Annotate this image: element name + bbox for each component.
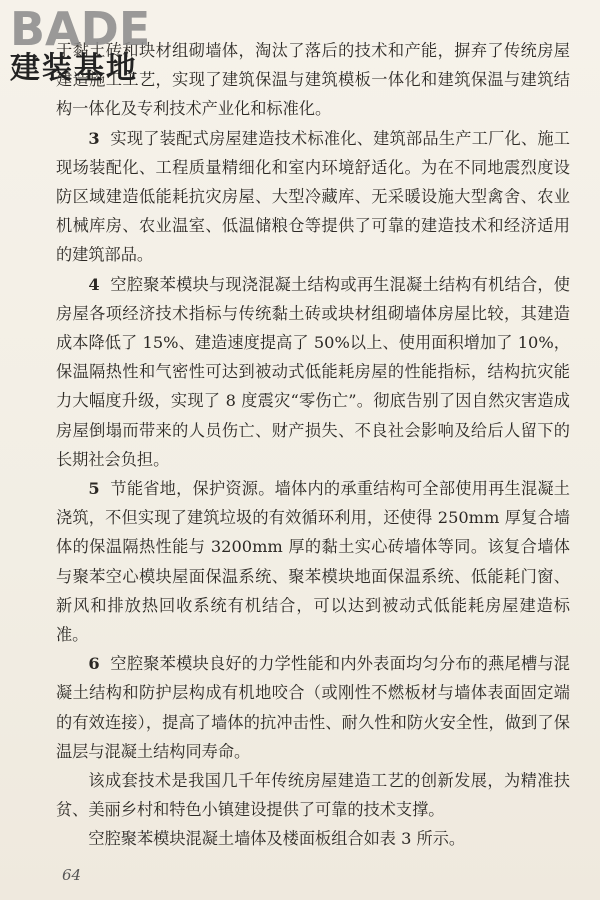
paragraph-text: 空腔聚苯模块混凝土墙体及楼面板组合如表 3 所示。: [88, 829, 466, 849]
paragraph-text: 空腔聚苯模块与现浇混凝土结构或再生混凝土结构有机结合，使房屋各项经济技术指标与传统黏土砖或块材组砌墙体房屋比较，其建造成本降低了 15%、建造速度提高了 50%以上、使用面积增加了 10%，保温隔热性和气密性可达到被动式低能耗房屋的性能指标，结构抗灾能力大幅度升级，实现了 8 度震灾“零伤亡”。彻底告别了因自然灾害造成房屋倒塌而带来的人员伤亡、财产损失、不良社会影响及给后人留下的长期社会负担。: [56, 274, 570, 469]
paragraph-text: 于黏土砖和块材组砌墙体，淘汰了落后的技术和产能，摒弃了传统房屋建造施工工艺，实现了建筑保温与建筑模板一体化和建筑保温与建筑结构一体化及专利技术产业化和标准化。: [56, 41, 570, 119]
paragraph: [56, 824, 570, 853]
paragraph-text: 该成套技术是我国几千年传统房屋建造工艺的创新发展，为精准扶贫、美丽乡村和特色小镇建设提供了可靠的技术支撑。: [56, 771, 570, 820]
paragraph-number: 4: [88, 274, 100, 294]
logo-wordmark: BADE: [10, 2, 151, 56]
paragraph-number: 5: [88, 479, 100, 499]
watermark-logo: [10, 2, 151, 86]
paragraph: [56, 474, 570, 649]
paragraph: [56, 270, 570, 474]
paragraph: [56, 766, 570, 824]
paragraph: [56, 649, 570, 766]
body-text: [56, 36, 570, 854]
page-number: 64: [62, 866, 82, 884]
paragraph-text: 节能省地，保护资源。墙体内的承重结构可全部使用再生混凝土浇筑，不但实现了建筑垃圾的有效循环利用，还使得 250mm 厚复合墙体的保温隔热性能与 3200mm 厚的黏土实心砖墙体等同。该复合墙体与聚苯空心模块屋面保温系统、聚苯模块地面保温系统、低能耗门窗、新风和排放热回收系统有机结合，可以达到被动式低能耗房屋建造标准。: [56, 479, 570, 645]
paragraph-number: 3: [88, 128, 100, 148]
paragraph-text: 空腔聚苯模块良好的力学性能和内外表面均匀分布的燕尾槽与混凝土结构和防护层构成有机地咬合（或刚性不燃板材与墙体表面固定端的有效连接），提高了墙体的抗冲击性、耐久性和防火安全性，做到了保温层与混凝土结构同寿命。: [56, 654, 570, 761]
paragraph: [56, 124, 570, 270]
logo-chinese-text: 建装基地: [10, 51, 138, 86]
paragraph-text: 实现了装配式房屋建造技术标准化、建筑部品生产工厂化、施工现场装配化、工程质量精细化和室内环境舒适化。为在不同地震烈度设防区域建造低能耗抗灾房屋、大型冷藏库、无采暖设施大型禽舍、农业机械库房、农业温室、低温储粮仓等提供了可靠的建造技术和经济适用的建筑部品。: [56, 128, 570, 265]
paragraph-number: 6: [88, 654, 100, 674]
